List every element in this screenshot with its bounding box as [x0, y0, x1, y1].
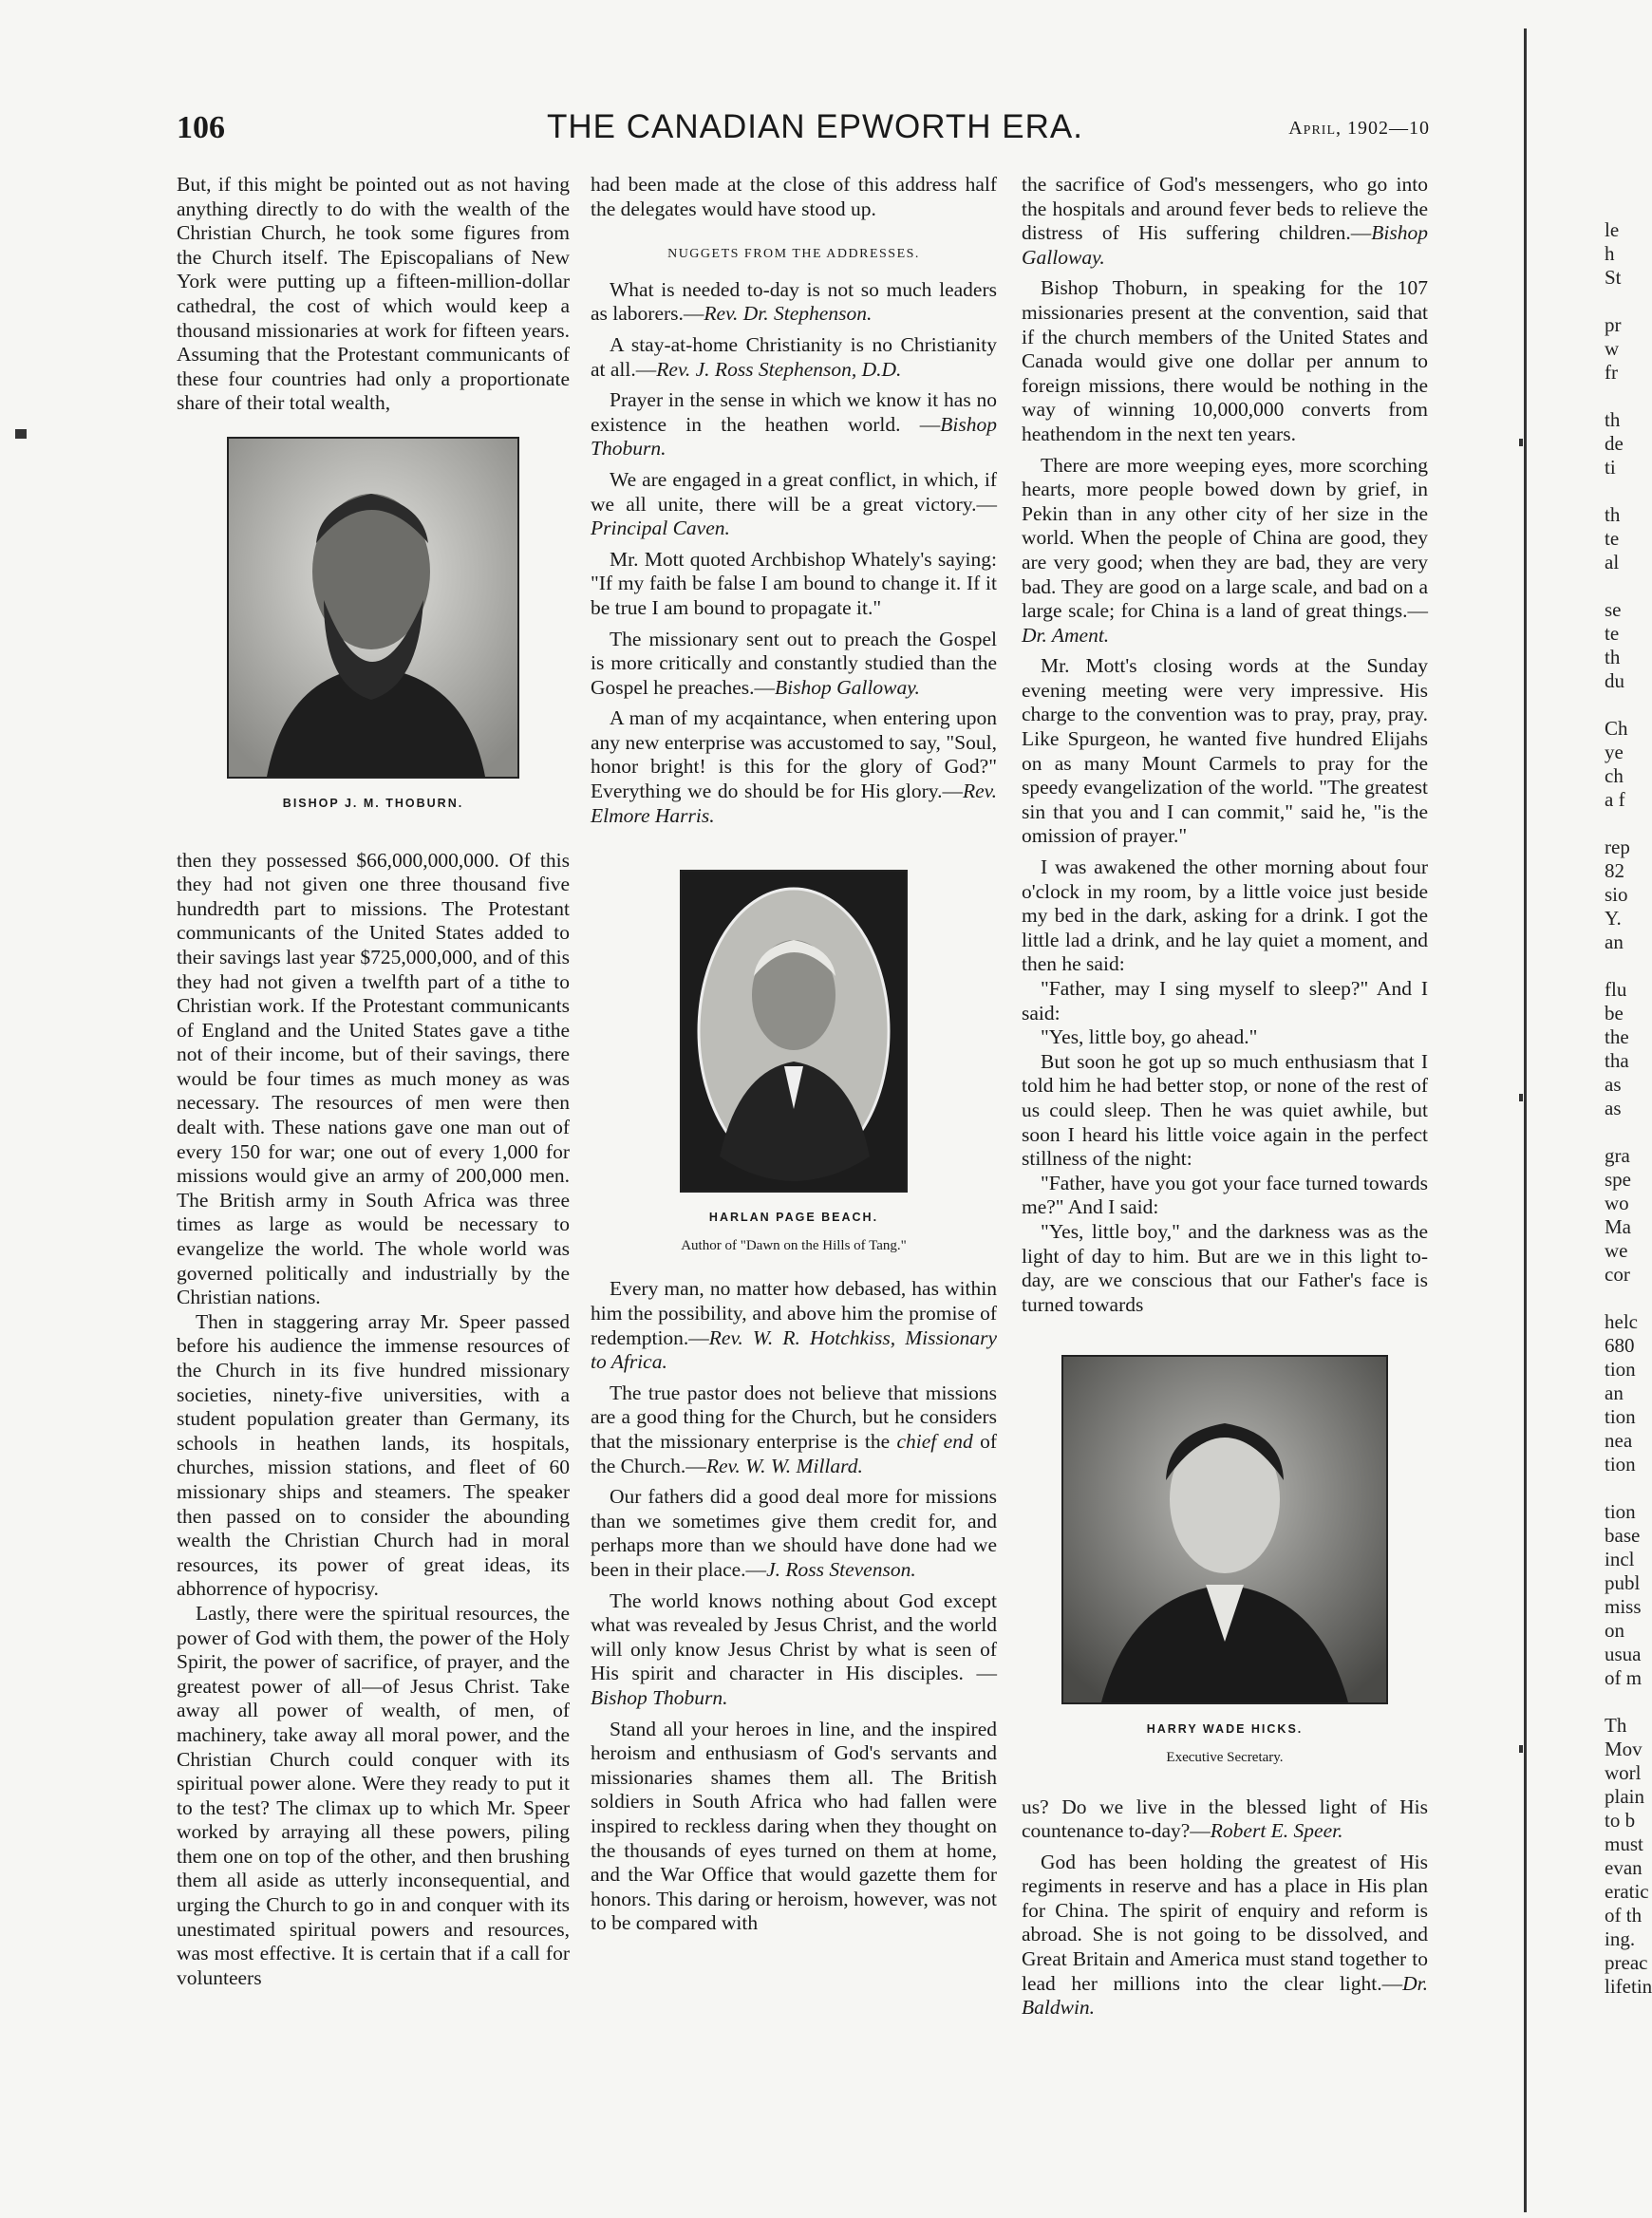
paragraph-text: the sacrifice of God's messengers, who go into the hospitals and around fever beds to relieve the distress of His suffering children.— [1022, 173, 1428, 245]
nugget [591, 333, 997, 382]
nugget-author: Robert E. Speer. [1210, 1819, 1343, 1843]
fragment-line: cor [1605, 1263, 1630, 1286]
photo-caption: BISHOP J. M. THOBURN. [282, 796, 464, 810]
paragraph [1022, 454, 1428, 648]
nugget [591, 1485, 997, 1582]
nugget-text: We are engaged in a great conflict, in which, if we all unite, there will be a great victory.— [591, 467, 997, 516]
fragment-line: plain [1605, 1785, 1644, 1808]
paragraph: then they possessed $66,000,000,000. Of this they had not given one three thousand five hundredth part to missions. The Protestant communicants of the United States added to their savings last year $725,000,000, and of this they had not given a twelfth part of a tithe to Christian work. If the Protestant communicants of England and the United States gave a tithe not of their income, but of their savings, there would be four times as much money as was necessary. The resources of men were then dealt with. These nations gave one man out of every 150 for war; one out of every 1,000 for missions would give an army of 200,000 men. The British army in South Africa was three times as large as would be necessary to evangelize the world. The whole world was governed politically and industrially by the Christian nations. [177, 848, 570, 1309]
nugget [591, 1589, 997, 1711]
fragment-line [1605, 812, 1652, 836]
nugget: Mr. Mott quoted Archbishop Whately's saying: "If my faith be false I am bound to change it. If it be true I am bound to propagate it." [591, 547, 997, 619]
portrait-photo-icon [229, 439, 517, 777]
fragment-line: tha [1605, 1049, 1629, 1072]
nugget [591, 1382, 997, 1478]
fragment-line: an [1605, 1382, 1624, 1404]
fragment-line: th [1605, 646, 1621, 668]
fragment-line: of m [1605, 1666, 1643, 1689]
paragraph: "Yes, little boy," and the darkness was as the light of day to him. But are we in this light to-day, are we conscious that our Father's face is turned towards [1022, 1219, 1428, 1316]
paragraph: But, if this might be pointed out as not having anything directly to do with the wealth of the Christian Church, he took some figures from the Church itself. The Episcopalians of New York were putting up a fifteen-million-dollar cathedral, the cost of which would keep a thousand missionaries at work for fifteen years. Assuming that the Protestant communicants of these four countries had only a proportionate share of their total wealth, [177, 173, 570, 415]
nugget-text: The missionary sent out to preach the Gospel is more critically and constantly studied than the Gospel he preaches.— [591, 627, 997, 699]
binding-gutter [1524, 28, 1527, 2212]
paragraph: Bishop Thoburn, in speaking for the 107 missionaries present at the convention, said that if the church members of the United States and Canada would give one dollar per annum to foreign missions, there would be nothing in the way of winning 10,000,000 converts from heathendom in the next ten years. [1022, 276, 1428, 445]
portrait-photo-icon [682, 872, 906, 1191]
nugget [591, 278, 997, 327]
fragment-line: an [1605, 930, 1624, 953]
section-heading: NUGGETS FROM THE ADDRESSES. [667, 247, 920, 262]
fragment-line: th [1605, 408, 1621, 431]
fragment-line: Ma [1605, 1215, 1631, 1238]
nugget-author: J. Ross Stevenson. [766, 1557, 916, 1581]
nugget: Stand all your heroes in line, and the inspired heroism and enthusiasm of God's servants and missionaries shames them all. The British soldiers in South Africa who had fallen were inspired to reckless daring when they thought on the thousands of eyes turned on them at home, and the War Office that would gazette them for honors. This daring or heroism, however, was not to be compared with [591, 1717, 997, 1935]
fragment-line: pr [1605, 313, 1622, 336]
nugget-author: Bishop Thoburn. [591, 1685, 728, 1709]
paragraph: Mr. Mott's closing words at the Sunday evening meeting were very impressive. His charge to the convention was to pray, pray, pray. Like Spurgeon, he wanted five hundred Elijahs on as many Mount Carmels to pray for the speedy evangelization of the world. "The greatest sin that you and I can commit," said he, "is the omission of prayer." [1022, 654, 1428, 848]
fragment-line: Mov [1605, 1738, 1643, 1760]
fragment-line: th [1605, 503, 1621, 526]
fragment-line: spe [1605, 1168, 1631, 1191]
nugget-author: Rev. J. Ross Stephenson, D.D. [656, 357, 902, 381]
paragraph: Then in staggering array Mr. Speer passed before his audience the immense resources of the Church in its five hundred missionary societies, ninety-five universities, with a student population greater than Germany, its schools in heathen lands, its hospitals, churches, mission stations, and fleet of 60 missionary ships and steamers. The speaker then passed on to consider the abounding wealth the Christian Church had in moral resources, its power of great ideas, its abhorrence of hypocrisy. [177, 1309, 570, 1601]
fragment-line: as [1605, 1097, 1622, 1119]
fragment-line: on [1605, 1619, 1624, 1642]
fragment-line: nea [1605, 1429, 1633, 1452]
fragment-line: Th [1605, 1714, 1627, 1737]
nugget-author: Rev. Dr. Stephenson. [704, 302, 873, 326]
paragraph [1022, 1851, 1428, 2021]
fragment-line: preac [1605, 1951, 1648, 1974]
paragraph: had been made at the close of this address half the delegates would have stood up. [591, 173, 997, 220]
fragment-line: of th [1605, 1904, 1643, 1927]
fragment-line: se [1605, 598, 1622, 621]
fragment-line [1605, 954, 1652, 978]
fragment-line: be [1605, 1002, 1624, 1024]
paragraph-text: There are more weeping eyes, more scorching hearts, more people bowed down by grief, in Pekin than in any other city of her size in the world. When the people of China are good, they are very good; when they are bad, they are very bad. They are good on a large scale, and bad on a large scale; for China is a land of great things.— [1022, 453, 1428, 623]
nugget-author: Dr. Ament. [1022, 623, 1110, 647]
portrait-photo-icon [1063, 1357, 1386, 1702]
nugget-text: Every man, no matter how debased, has within him the possibility, and above him the promise of redemption.— [591, 1277, 997, 1349]
nugget-text: Our fathers did a good deal more for missions than we sometimes give them credit for, and perhaps more than we should have done had we been in their place.— [591, 1485, 997, 1581]
masthead: THE CANADIAN EPWORTH ERA. [547, 108, 1083, 145]
fragment-line: rep [1605, 836, 1630, 858]
fragment-line: de [1605, 432, 1624, 455]
fragment-line: evan [1605, 1856, 1643, 1879]
scan-speck [1519, 1094, 1523, 1101]
column-1 [177, 173, 570, 1990]
nugget [591, 388, 997, 461]
fragment-line: usua [1605, 1643, 1642, 1665]
paragraph: "Father, may I sing myself to sleep?" And I said: [1022, 977, 1428, 1024]
fragment-line: eratic [1605, 1880, 1649, 1903]
fragment-line [1605, 693, 1652, 717]
fragment-line: ti [1605, 456, 1616, 479]
paragraph-text: God has been holding the greatest of His regiments in reserve and has a place in His plan for China. The spirit of enquiry and reform is abroad. She is not going to be dissolved, and Great Britain and America must stand together to lead her millions into the clear light.— [1022, 1850, 1428, 1995]
issue-date: April, 1902—10 [1288, 118, 1430, 139]
fragment-line: 82 [1605, 859, 1624, 882]
thoburn-portrait [227, 437, 519, 779]
fragment-line [1605, 574, 1652, 598]
nugget-author: Rev. Elmore Harris. [591, 780, 997, 827]
paragraph: "Father, have you got your face turned towards me?" And I said: [1022, 1171, 1428, 1219]
fragment-line: flu [1605, 978, 1627, 1001]
fragment-line [1605, 479, 1652, 503]
paragraph-text: us? Do we live in the blessed light of His countenance to-day?— [1022, 1795, 1428, 1843]
nugget-text: A stay-at-home Christianity is no Christianity at all.— [591, 332, 997, 381]
paragraph: I was awakened the other morning about four o'clock in my room, by a little voice just beside my bed in the dark, asking for a drink. I got the little lad a drink, and he lay quiet a moment, and then he said: [1022, 855, 1428, 976]
nugget [591, 1277, 997, 1374]
fragment-line: h [1605, 242, 1615, 265]
nugget-text: A man of my acqaintance, when entering upon any new enterprise was accustomed to say, "Soul, honor bright! is this for the glory of God?" Everything we do should be for His glory.— [591, 706, 997, 803]
nugget-emphasis: chief end [896, 1430, 973, 1453]
fragment-line [1605, 290, 1652, 313]
fragment-line: ing. [1605, 1927, 1636, 1950]
fragment-line: as [1605, 1073, 1622, 1096]
fragment-line: publ [1605, 1571, 1641, 1594]
fragment-line: du [1605, 669, 1624, 692]
photo-subcaption: Executive Secretary. [1166, 1749, 1284, 1765]
fragment-line: sio [1605, 883, 1628, 906]
fragment-line: tion [1605, 1405, 1636, 1428]
fragment-line: to b [1605, 1809, 1636, 1832]
fragment-line: tion [1605, 1500, 1636, 1523]
fragment-line [1605, 1690, 1652, 1714]
nugget-text: What is needed to-day is not so much leaders as laborers.— [591, 277, 997, 326]
column-3 [1022, 173, 1428, 2021]
nugget [591, 628, 997, 701]
fragment-line: te [1605, 527, 1620, 550]
facing-page-fragment [1605, 218, 1652, 1999]
fragment-line: ch [1605, 764, 1624, 787]
paragraph: Lastly, there were the spiritual resources, the power of God with them, the power of the Holy Spirit, the power of sacrifice, of prayer, and the greatest power of all—of Jesus Christ. Take away all power of wealth, of men, of machinery, take away all moral power, and the Christian Church could conquer with its spiritual power alone. Were they ready to put it to the test? The climax up to which Mr. Speer worked by arraying all these powers, piling them one on top of the other, and then brushing them all aside as utterly inconsequential, and urging the Church to go in and conquer with its unestimated spiritual powers and resources, was most effective. It is certain that if a call for volunteers [177, 1601, 570, 1989]
paragraph [1022, 173, 1428, 270]
scan-speck [1519, 439, 1523, 446]
fragment-line: te [1605, 622, 1620, 645]
page-header [177, 103, 1430, 160]
fragment-line [1605, 1287, 1652, 1310]
hicks-portrait [1061, 1355, 1388, 1704]
photo-caption: HARRY WADE HICKS. [1146, 1722, 1304, 1737]
fragment-line: wo [1605, 1192, 1629, 1214]
nugget-author: Principal Caven. [591, 517, 730, 540]
fragment-line: must [1605, 1833, 1643, 1855]
fragment-line: gra [1605, 1144, 1630, 1167]
fragment-line: 680 [1605, 1334, 1635, 1357]
fragment-line: tion [1605, 1358, 1636, 1381]
scan-speck [1519, 1745, 1523, 1753]
paragraph: But soon he got up so much enthusiasm that I told him he had better stop, or none of the rest of us could sleep. Then he was quiet awhile, but soon I heard his little voice again in the perfect stillness of the night: [1022, 1049, 1428, 1171]
fragment-line [1605, 1120, 1652, 1144]
fragment-line: we [1605, 1239, 1628, 1262]
nugget-text: The true pastor does not believe that missions are a good thing for the Church, but he considers that the missionary enterprise is the [591, 1381, 997, 1453]
fragment-line: incl [1605, 1548, 1635, 1570]
fragment-line: w [1605, 337, 1620, 360]
nugget-author: Dr. Baldwin. [1022, 1971, 1428, 2020]
beach-portrait [680, 870, 908, 1193]
fragment-line: le [1605, 218, 1620, 241]
fragment-line: worl [1605, 1761, 1642, 1784]
nugget-author: Rev. W. R. Hotchkiss, Missionary to Africa. [591, 1325, 997, 1374]
fragment-line: helc [1605, 1310, 1638, 1333]
fragment-line [1605, 1476, 1652, 1500]
nugget [591, 468, 997, 541]
fragment-line: the [1605, 1025, 1629, 1048]
nugget-text: The world knows nothing about God except what was revealed by Jesus Christ, and the world will only know Jesus Christ by what is seen of His spirit and character in His disciples. — [591, 1588, 997, 1685]
page-number: 106 [177, 110, 225, 145]
nugget-author: Rev. W. W. Millard. [705, 1454, 863, 1477]
paragraph [1022, 1795, 1428, 1844]
fragment-line: St [1605, 266, 1622, 289]
fragment-line [1605, 385, 1652, 408]
fragment-line: fr [1605, 361, 1618, 384]
photo-subcaption: Author of "Dawn on the Hills of Tang." [681, 1237, 907, 1253]
nugget-text: Prayer in the sense in which we know it has no existence in the heathen world. — [591, 388, 997, 436]
scan-speck [15, 429, 27, 439]
fragment-line: a f [1605, 788, 1625, 811]
fragment-line: lifetin [1605, 1975, 1652, 1998]
nugget [591, 706, 997, 828]
fragment-line: tion [1605, 1453, 1636, 1476]
fragment-line: miss [1605, 1595, 1642, 1618]
photo-caption: HARLAN PAGE BEACH. [708, 1211, 879, 1225]
fragment-line: al [1605, 551, 1620, 573]
fragment-line: base [1605, 1524, 1641, 1547]
fragment-line: Ch [1605, 717, 1628, 740]
nugget-author: Bishop Thoburn. [591, 412, 997, 461]
paragraph: "Yes, little boy, go ahead." [1041, 1025, 1258, 1049]
fragment-line: ye [1605, 741, 1624, 763]
nugget-text: of the Church.— [591, 1430, 997, 1477]
nugget-author: Bishop Galloway. [1022, 221, 1428, 269]
column-2 [591, 173, 997, 1936]
fragment-line: Y. [1605, 907, 1622, 930]
nugget-author: Bishop Galloway. [775, 675, 920, 699]
